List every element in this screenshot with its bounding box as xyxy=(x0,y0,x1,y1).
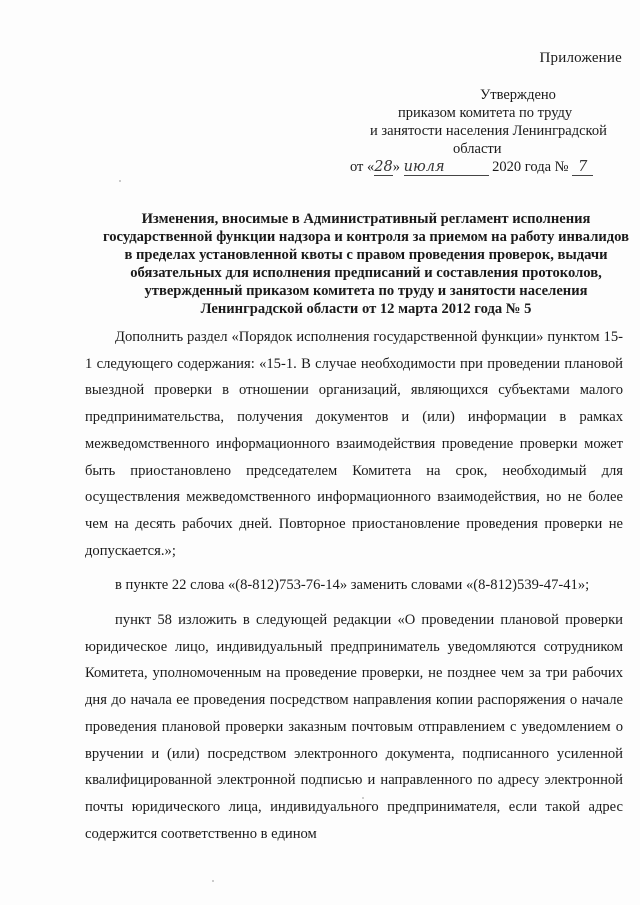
paragraph: Дополнить раздел «Порядок исполнения государственной функции» пунктом 15-1 следующего содержания: «15-1. В случае необходимости при проведении плановой выездной проверки в отношении организаций, являющихся субъектами малого предпринимательства, получения документов и (или) информации в рамках межведомственного информационного взаимодействия проведение проверки может быть приостановлено председателем Комитета на срок, необходимый для осуществления межведомственного информационного взаимодействия, но не более чем на десять рабочих дней. Повторное приостановление проведения проверки не допускается.»; xyxy=(85,329,623,559)
scan-speck xyxy=(119,180,121,182)
date-prefix: от « xyxy=(350,159,375,175)
paragraph: пункт 58 изложить в следующей редакции «О проведении плановой проверки юридическое лицо, индивидуальный предприниматель уведомляются сотрудником Комитета, уполномоченным на проведение проверки, не позднее чем за три рабочих дня до начала ее проведения посредством направления копии распоряжения о начале проведения плановой проверки заказным почтовым отправлением с уведомлением о вручении и (или) посредством электронного документа, подписанного усиленной квалифицированной электронной подписью и направленного по адресу электронной почты юридического лица, индивидуального предпринимателя, если такой адрес содержится соответственно в едином xyxy=(85,612,623,842)
title-line: обязательных для исполнения предписаний и составления протоколов, xyxy=(130,265,602,281)
date-month: июля xyxy=(404,159,489,176)
date-sep: » xyxy=(392,159,400,175)
approval-line: области xyxy=(453,141,502,157)
approval-block xyxy=(350,86,640,176)
paragraph: в пункте 22 слова «(8-812)753-76-14» заменить словами «(8-812)539-47-41»; xyxy=(115,577,590,594)
title-line: Ленинградской области от 12 марта 2012 года № 5 xyxy=(200,301,532,317)
scan-speck xyxy=(362,797,364,799)
date-year: 2020 года № xyxy=(492,159,569,175)
appendix-label: Приложение xyxy=(539,50,622,66)
title-line: утвержденный приказом комитета по труду и занятости населения xyxy=(144,283,588,299)
approval-line: приказом комитета по труду xyxy=(398,105,573,121)
scan-speck xyxy=(212,880,214,882)
approval-date-line xyxy=(350,158,630,176)
approval-line: и занятости населения Ленинградской xyxy=(370,123,607,139)
document-title xyxy=(96,210,636,318)
title-line: Изменения, вносимые в Административный регламент исполнения xyxy=(141,211,591,227)
document-body xyxy=(85,324,623,847)
title-line: в пределах установленной квоты с правом проведения проверок, выдачи xyxy=(124,247,608,263)
approval-line: Утверждено xyxy=(480,87,556,103)
order-number: 7 xyxy=(572,159,593,176)
date-day: 28 xyxy=(374,159,393,175)
title-line: государственной функции надзора и контроля за приемом на работу инвалидов xyxy=(103,229,629,245)
